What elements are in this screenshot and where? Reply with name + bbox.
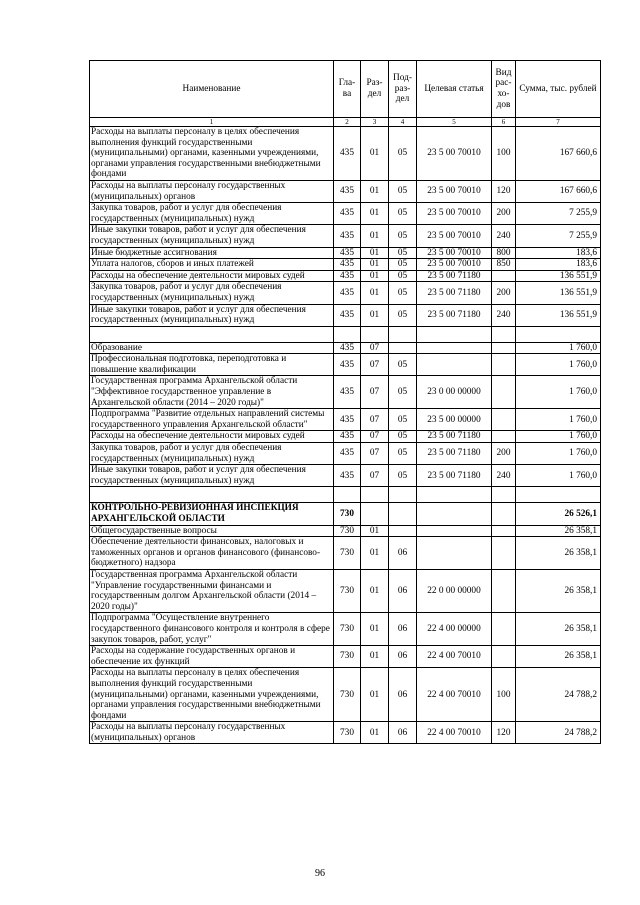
cell-name: Подпрограмма "Осуществление внутреннего государственного финансового контроля и контроля в сфере закупок товаров, работ, услуг": [90, 613, 334, 646]
cell-summa: 1 760,0: [516, 465, 601, 487]
budget-table-sheet: [89, 60, 600, 744]
cell-statya: 23 5 00 70010: [417, 259, 492, 271]
header-name: Наименование: [90, 61, 334, 118]
table-row: [90, 646, 601, 668]
cell-razdel: 01: [361, 225, 389, 247]
cell-summa: 167 660,6: [516, 127, 601, 181]
cell-vid: [492, 537, 516, 570]
cell-summa: 26 358,1: [516, 537, 601, 570]
cell-glava: 730: [334, 722, 361, 744]
cell-glava: 435: [334, 282, 361, 304]
cell-statya: 23 5 00 71180: [417, 465, 492, 487]
cell-summa: 26 358,1: [516, 569, 601, 612]
table-row: [90, 503, 601, 525]
header-row: [90, 61, 601, 118]
cell-glava: 435: [334, 465, 361, 487]
cell-statya: [417, 537, 492, 570]
cell-statya: 23 5 00 70010: [417, 225, 492, 247]
cell-vid: [492, 487, 516, 503]
cell-statya: 23 5 00 70010: [417, 127, 492, 181]
table-row: [90, 443, 601, 465]
cell-podrazdel: [389, 487, 417, 503]
cell-glava: 730: [334, 613, 361, 646]
cell-statya: 23 5 00 71180: [417, 270, 492, 282]
cell-podrazdel: 05: [389, 431, 417, 443]
table-row-blank: [90, 487, 601, 503]
cell-vid: [492, 431, 516, 443]
cell-name: Закупка товаров, работ и услуг для обеспечения государственных (муниципальных) нужд: [90, 282, 334, 304]
cell-glava: 435: [334, 376, 361, 409]
cell-summa: 24 788,2: [516, 722, 601, 744]
cell-name: Государственная программа Архангельской области "Эффективное государственное управление в Архангельской области (2014 – 2020 годы)": [90, 376, 334, 409]
cell-glava: [334, 487, 361, 503]
cell-summa: 136 551,9: [516, 304, 601, 326]
cell-name: Расходы на выплаты персоналу государственных (муниципальных) органов: [90, 722, 334, 744]
table-row: [90, 537, 601, 570]
table-row: [90, 668, 601, 722]
cell-summa: 1 760,0: [516, 409, 601, 431]
header-podrazdel: Под- раз- дел: [389, 61, 417, 118]
cell-statya: 23 5 00 70010: [417, 247, 492, 259]
cell-podrazdel: [389, 525, 417, 537]
cell-vid: [492, 646, 516, 668]
cell-glava: 435: [334, 304, 361, 326]
cell-glava: 730: [334, 525, 361, 537]
cell-glava: 435: [334, 247, 361, 259]
cell-vid: [492, 342, 516, 354]
table-row: [90, 431, 601, 443]
cell-name: Обеспечение деятельности финансовых, налоговых и таможенных органов и органов финансового (финансово-бюджетного) надзора: [90, 537, 334, 570]
cell-podrazdel: 05: [389, 354, 417, 376]
cell-name: Расходы на выплаты персоналу в целях обеспечения выполнения функций государственными (муниципальными) органами, казенными учреждениями, органами управления государственными внебюджетными фондами: [90, 127, 334, 181]
cell-statya: 23 5 00 00000: [417, 409, 492, 431]
table-row-blank: [90, 326, 601, 342]
cell-razdel: [361, 487, 389, 503]
cell-vid: 240: [492, 225, 516, 247]
page-number: 96: [315, 868, 325, 879]
cell-statya: 23 5 00 71180: [417, 431, 492, 443]
cell-podrazdel: 06: [389, 613, 417, 646]
cell-name: Уплата налогов, сборов и иных платежей: [90, 259, 334, 271]
column-number: 3: [361, 118, 389, 127]
cell-vid: 850: [492, 259, 516, 271]
cell-vid: 200: [492, 203, 516, 225]
cell-podrazdel: [389, 326, 417, 342]
cell-summa: 1 760,0: [516, 443, 601, 465]
header-summa: Сумма, тыс. рублей: [516, 61, 601, 118]
cell-podrazdel: 06: [389, 668, 417, 722]
cell-razdel: 01: [361, 247, 389, 259]
cell-podrazdel: [389, 503, 417, 525]
cell-razdel: 01: [361, 270, 389, 282]
cell-vid: 800: [492, 247, 516, 259]
cell-summa: 183,6: [516, 247, 601, 259]
cell-glava: 435: [334, 203, 361, 225]
cell-statya: [417, 342, 492, 354]
cell-statya: [417, 326, 492, 342]
cell-podrazdel: 06: [389, 537, 417, 570]
cell-podrazdel: 06: [389, 569, 417, 612]
cell-name: Расходы на обеспечение деятельности мировых судей: [90, 431, 334, 443]
cell-glava: 435: [334, 180, 361, 202]
cell-razdel: 01: [361, 127, 389, 181]
cell-glava: [334, 326, 361, 342]
cell-name: Расходы на содержание государственных органов и обеспечение их функций: [90, 646, 334, 668]
cell-summa: 1 760,0: [516, 342, 601, 354]
cell-statya: 23 0 00 00000: [417, 376, 492, 409]
cell-vid: [492, 270, 516, 282]
cell-vid: [492, 409, 516, 431]
table-row: [90, 342, 601, 354]
cell-podrazdel: 05: [389, 443, 417, 465]
cell-statya: 22 4 00 70010: [417, 646, 492, 668]
cell-razdel: 07: [361, 431, 389, 443]
cell-razdel: 07: [361, 376, 389, 409]
cell-name: Расходы на обеспечение деятельности мировых судей: [90, 270, 334, 282]
cell-glava: 730: [334, 569, 361, 612]
cell-name: Закупка товаров, работ и услуг для обеспечения государственных (муниципальных) нужд: [90, 203, 334, 225]
cell-statya: [417, 525, 492, 537]
cell-razdel: 07: [361, 409, 389, 431]
table-row: [90, 613, 601, 646]
cell-summa: 26 358,1: [516, 613, 601, 646]
cell-statya: 23 5 00 71180: [417, 443, 492, 465]
cell-razdel: [361, 503, 389, 525]
cell-name: Расходы на выплаты персоналу государственных (муниципальных) органов: [90, 180, 334, 202]
cell-podrazdel: 05: [389, 225, 417, 247]
cell-name: Общегосударственные вопросы: [90, 525, 334, 537]
cell-razdel: 07: [361, 342, 389, 354]
cell-name: Расходы на выплаты персоналу в целях обеспечения выполнения функций государственными (муниципальными) органами, казенными учреждениями, органами управления государственными внебюджетными фондами: [90, 668, 334, 722]
cell-vid: [492, 569, 516, 612]
column-number-row: [90, 118, 601, 127]
cell-statya: [417, 487, 492, 503]
table-row: [90, 525, 601, 537]
cell-razdel: 01: [361, 525, 389, 537]
cell-razdel: 01: [361, 613, 389, 646]
cell-vid: 120: [492, 722, 516, 744]
cell-summa: 7 255,9: [516, 225, 601, 247]
cell-vid: [492, 376, 516, 409]
table-row: [90, 376, 601, 409]
cell-podrazdel: 05: [389, 127, 417, 181]
cell-name: Иные закупки товаров, работ и услуг для обеспечения государственных (муниципальных) нужд: [90, 304, 334, 326]
cell-glava: 435: [334, 354, 361, 376]
cell-podrazdel: 05: [389, 259, 417, 271]
cell-name: Иные бюджетные ассигнования: [90, 247, 334, 259]
cell-razdel: 01: [361, 180, 389, 202]
table-row: [90, 270, 601, 282]
column-number: 7: [516, 118, 601, 127]
cell-razdel: 07: [361, 354, 389, 376]
cell-summa: 24 788,2: [516, 668, 601, 722]
cell-statya: [417, 503, 492, 525]
cell-podrazdel: 05: [389, 304, 417, 326]
table-row: [90, 465, 601, 487]
table-row: [90, 409, 601, 431]
table-row: [90, 127, 601, 181]
cell-razdel: 01: [361, 569, 389, 612]
cell-summa: 1 760,0: [516, 354, 601, 376]
cell-summa: 7 255,9: [516, 203, 601, 225]
cell-summa: 183,6: [516, 259, 601, 271]
cell-vid: 100: [492, 127, 516, 181]
cell-name: Иные закупки товаров, работ и услуг для обеспечения государственных (муниципальных) нужд: [90, 465, 334, 487]
cell-vid: 200: [492, 282, 516, 304]
cell-name: КОНТРОЛЬНО-РЕВИЗИОННАЯ ИНСПЕКЦИЯ АРХАНГЕЛЬСКОЙ ОБЛАСТИ: [90, 503, 334, 525]
budget-table: [89, 60, 601, 744]
cell-vid: 200: [492, 443, 516, 465]
cell-podrazdel: 06: [389, 722, 417, 744]
cell-vid: [492, 525, 516, 537]
cell-name: [90, 487, 334, 503]
cell-razdel: 01: [361, 537, 389, 570]
cell-glava: 435: [334, 431, 361, 443]
cell-razdel: 01: [361, 646, 389, 668]
cell-vid: [492, 326, 516, 342]
cell-razdel: 01: [361, 722, 389, 744]
cell-glava: 435: [334, 342, 361, 354]
cell-name: Иные закупки товаров, работ и услуг для обеспечения государственных (муниципальных) нужд: [90, 225, 334, 247]
cell-name: Закупка товаров, работ и услуг для обеспечения государственных (муниципальных) нужд: [90, 443, 334, 465]
table-row: [90, 259, 601, 271]
cell-name: Подпрограмма "Развитие отдельных направлений системы государственного управления Архангельской области": [90, 409, 334, 431]
cell-vid: 240: [492, 465, 516, 487]
cell-statya: 23 5 00 71180: [417, 304, 492, 326]
column-number: 5: [417, 118, 492, 127]
cell-podrazdel: 05: [389, 247, 417, 259]
table-row: [90, 722, 601, 744]
cell-glava: 730: [334, 668, 361, 722]
header-vid: Вид рас- хо- дов: [492, 61, 516, 118]
table-body: [90, 127, 601, 744]
cell-summa: 1 760,0: [516, 376, 601, 409]
cell-glava: 730: [334, 503, 361, 525]
table-row: [90, 203, 601, 225]
cell-razdel: 07: [361, 443, 389, 465]
cell-podrazdel: 05: [389, 282, 417, 304]
table-row: [90, 282, 601, 304]
cell-statya: 23 5 00 71180: [417, 282, 492, 304]
cell-razdel: 01: [361, 282, 389, 304]
cell-glava: 435: [334, 270, 361, 282]
cell-statya: 23 5 00 70010: [417, 180, 492, 202]
table-row: [90, 354, 601, 376]
cell-statya: 22 0 00 00000: [417, 569, 492, 612]
cell-glava: 435: [334, 127, 361, 181]
table-row: [90, 225, 601, 247]
cell-vid: 100: [492, 668, 516, 722]
cell-razdel: [361, 326, 389, 342]
cell-summa: 26 358,1: [516, 525, 601, 537]
cell-summa: 26 526,1: [516, 503, 601, 525]
column-number: 2: [334, 118, 361, 127]
cell-name: [90, 326, 334, 342]
cell-razdel: 01: [361, 668, 389, 722]
cell-vid: [492, 503, 516, 525]
cell-podrazdel: 05: [389, 465, 417, 487]
cell-razdel: 01: [361, 304, 389, 326]
cell-podrazdel: 05: [389, 270, 417, 282]
cell-razdel: 01: [361, 203, 389, 225]
cell-podrazdel: 06: [389, 646, 417, 668]
column-number: 4: [389, 118, 417, 127]
cell-summa: 26 358,1: [516, 646, 601, 668]
cell-glava: 435: [334, 443, 361, 465]
header-glava: Гла- ва: [334, 61, 361, 118]
cell-summa: 136 551,9: [516, 270, 601, 282]
table-row: [90, 180, 601, 202]
cell-statya: 23 5 00 70010: [417, 203, 492, 225]
table-row: [90, 569, 601, 612]
cell-statya: [417, 354, 492, 376]
cell-glava: 730: [334, 646, 361, 668]
cell-podrazdel: [389, 342, 417, 354]
cell-podrazdel: 05: [389, 376, 417, 409]
column-number: 6: [492, 118, 516, 127]
cell-name: Профессиональная подготовка, переподготовка и повышение квалификации: [90, 354, 334, 376]
cell-vid: 120: [492, 180, 516, 202]
cell-vid: [492, 613, 516, 646]
cell-summa: 136 551,9: [516, 282, 601, 304]
cell-razdel: 01: [361, 259, 389, 271]
cell-name: Образование: [90, 342, 334, 354]
cell-statya: 22 4 00 70010: [417, 668, 492, 722]
cell-statya: 22 4 00 70010: [417, 722, 492, 744]
cell-name: Государственная программа Архангельской области "Управление государственными финансами и государственным долгом Архангельской области (2014 – 2020 годы)": [90, 569, 334, 612]
cell-vid: 240: [492, 304, 516, 326]
cell-summa: [516, 487, 601, 503]
table-row: [90, 304, 601, 326]
cell-glava: 435: [334, 225, 361, 247]
table-row: [90, 247, 601, 259]
cell-glava: 435: [334, 409, 361, 431]
cell-statya: 22 4 00 00000: [417, 613, 492, 646]
cell-podrazdel: 05: [389, 203, 417, 225]
cell-razdel: 07: [361, 465, 389, 487]
column-number: 1: [90, 118, 334, 127]
cell-summa: [516, 326, 601, 342]
cell-podrazdel: 05: [389, 409, 417, 431]
cell-summa: 1 760,0: [516, 431, 601, 443]
cell-glava: 435: [334, 259, 361, 271]
header-razdel: Раз- дел: [361, 61, 389, 118]
cell-podrazdel: 05: [389, 180, 417, 202]
header-statya: Целевая статья: [417, 61, 492, 118]
cell-summa: 167 660,6: [516, 180, 601, 202]
cell-vid: [492, 354, 516, 376]
cell-glava: 730: [334, 537, 361, 570]
